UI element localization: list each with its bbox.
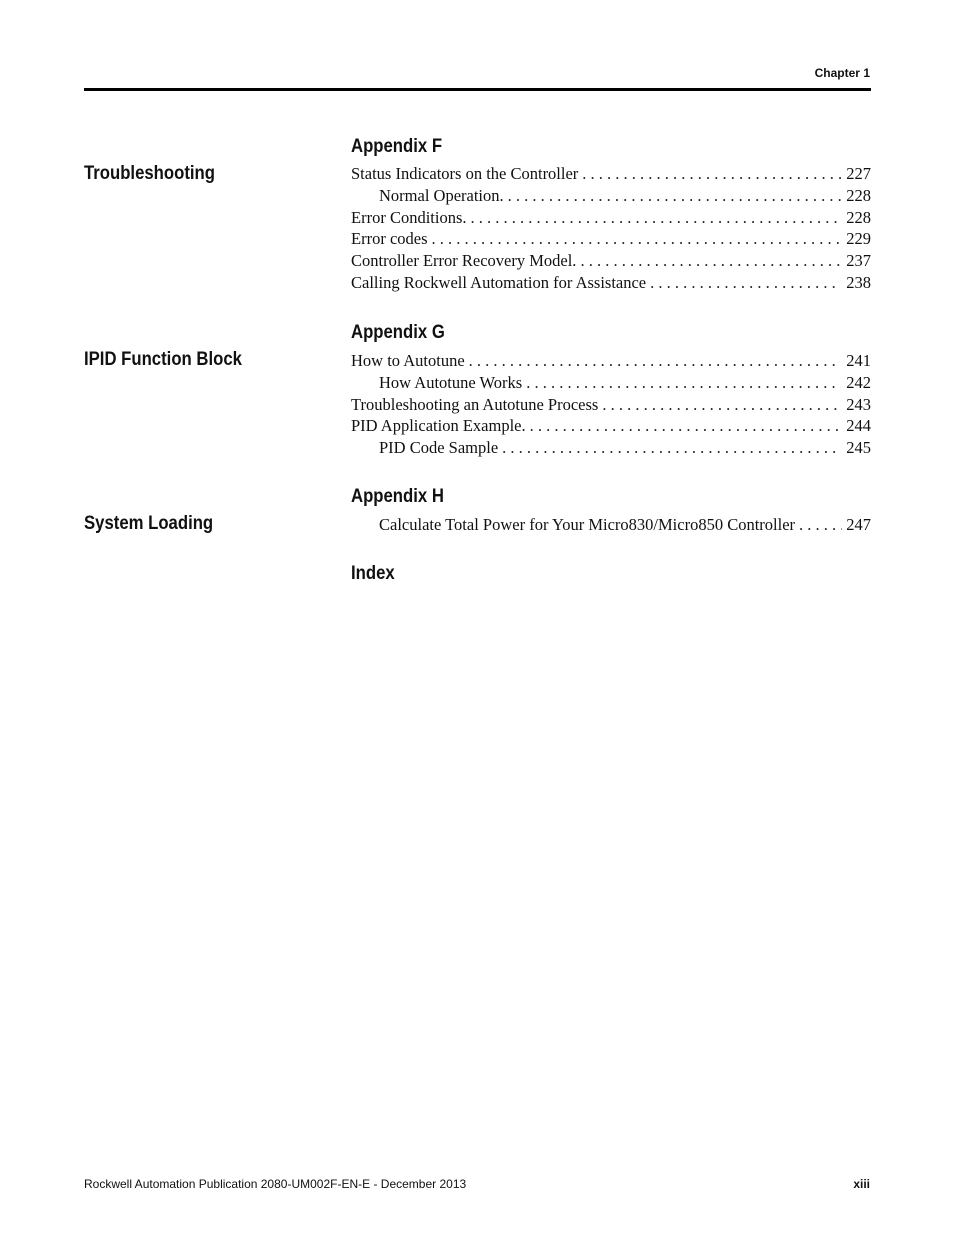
toc-page-number: 228 (846, 207, 871, 227)
toc-entry[interactable] (351, 372, 871, 394)
toc-leader-dots (580, 250, 841, 272)
toc-page-number: 243 (846, 394, 871, 414)
toc-leader-dots (530, 415, 842, 437)
toc-leader-dots (650, 272, 841, 294)
toc-entry[interactable] (351, 228, 871, 250)
toc-entry-text: How Autotune Works (379, 372, 523, 392)
toc-leader-dots (799, 514, 842, 536)
toc-entry-text: Status Indicators on the Controller (351, 164, 579, 183)
toc-entry[interactable] (351, 514, 871, 536)
toc-entry-text: Error Conditions. (351, 207, 467, 227)
toc-entry[interactable] (351, 163, 871, 185)
toc-page-number: 244 (846, 416, 871, 436)
toc-entry[interactable] (351, 394, 871, 416)
appendix-g-title: IPID Function Block (84, 349, 242, 370)
toc-entry[interactable] (351, 272, 871, 294)
toc-entry[interactable] (351, 415, 871, 437)
footer-publication: Rockwell Automation Publication 2080-UM002F-EN-E - December 2013 (84, 1177, 467, 1191)
toc-leader-dots (471, 207, 842, 229)
toc-page-number: 237 (846, 251, 871, 271)
appendix-h-toc (351, 514, 871, 536)
toc-entry-text: Normal Operation. (379, 185, 504, 205)
toc-page-number: 228 (846, 185, 871, 205)
appendix-f-toc (351, 163, 871, 294)
toc-page-number: 229 (846, 229, 871, 249)
toc-entry-text: Calculate Total Power for Your Micro830/Micro850 Controller (379, 515, 796, 534)
appendix-f-title: Troubleshooting (84, 163, 215, 184)
toc-entry-text: Troubleshooting an Autotune Process (351, 394, 599, 414)
appendix-g-toc (351, 350, 871, 459)
toc-leader-dots (526, 372, 841, 394)
toc-page-number: 227 (846, 164, 871, 183)
footer-page-number: xiii (853, 1177, 870, 1191)
toc-page-number: 242 (846, 372, 871, 392)
appendix-f-heading: Appendix F (351, 136, 443, 157)
toc-page-number: 245 (846, 438, 871, 458)
toc-leader-dots (469, 350, 842, 372)
toc-entry[interactable] (351, 437, 871, 459)
appendix-h-heading: Appendix H (351, 486, 444, 507)
index-heading: Index (351, 563, 395, 584)
appendix-h-title: System Loading (84, 513, 214, 534)
toc-leader-dots (582, 163, 841, 185)
appendix-g-heading: Appendix G (351, 322, 445, 343)
toc-entry-text: PID Code Sample (379, 438, 499, 458)
header-rule (84, 88, 871, 91)
toc-entry[interactable] (351, 207, 871, 229)
toc-page-number: 247 (846, 515, 871, 534)
toc-entry[interactable] (351, 250, 871, 272)
toc-page-number: 238 (846, 272, 871, 292)
toc-entry[interactable] (351, 350, 871, 372)
toc-entry-text: PID Application Example. (351, 416, 526, 436)
toc-page-number: 241 (846, 351, 871, 370)
page-header-chapter-label: Chapter 1 (814, 66, 870, 80)
toc-leader-dots (508, 185, 842, 207)
toc-entry-text: Calling Rockwell Automation for Assistance (351, 272, 647, 292)
toc-leader-dots (602, 394, 841, 416)
toc-entry-text: Controller Error Recovery Model. (351, 251, 577, 271)
toc-entry-text: How to Autotune (351, 351, 465, 370)
toc-entry-text: Error codes (351, 229, 428, 249)
toc-leader-dots (502, 437, 841, 459)
toc-leader-dots (432, 228, 842, 250)
toc-entry[interactable] (351, 185, 871, 207)
